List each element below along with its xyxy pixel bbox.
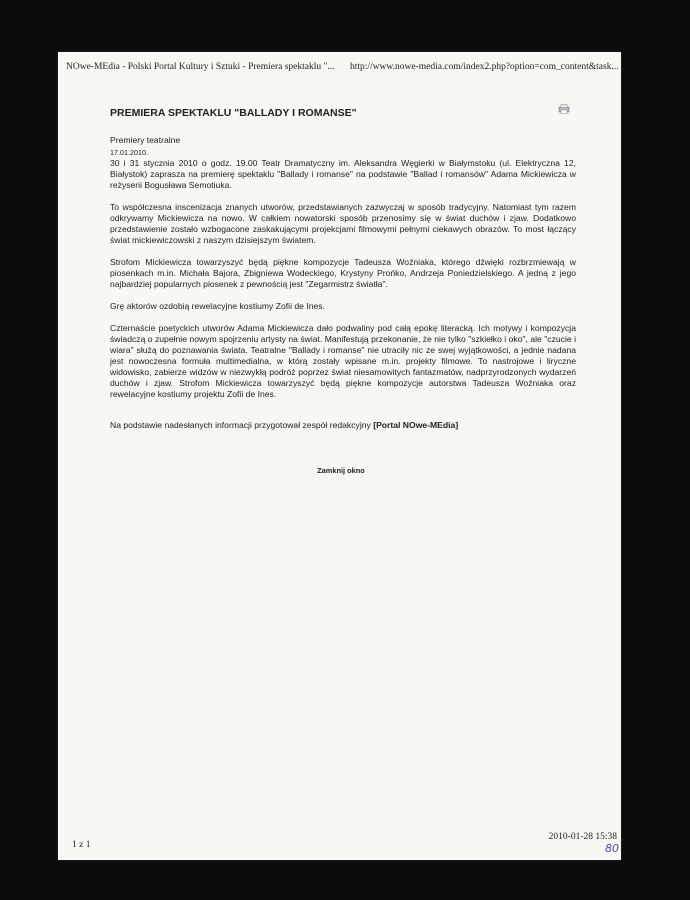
signature-source: [Portal NOwe-MEdia] [373,420,459,430]
article-date: 17.01.2010. [110,148,148,157]
article-paragraph: Grę aktorów ozdobią rewelacyjne kostiumy Zofii de Ines. [110,301,325,311]
close-window-link[interactable]: Zamknij okno [317,466,365,475]
header-title: NOwe-MEdia - Polski Portal Kultury i Sztuki - Premiera spektaklu "... [66,62,335,72]
article-title: PREMIERA SPEKTAKLU "BALLADY I ROMANSE" [110,107,357,119]
article-paragraph: Czternaście poetyckich utworów Adama Mickiewicza dało podwaliny pod całą epokę literacką. Ich motywy i kompozycja świadczą o zupełnie nowym spojrzeniu artysty na świat. Manifestują przekonanie, że nie tylko "szkiełko i oko", ale "czucie i wiara" służą do poznawania świata. Teatralne "Ballady i romanse" nie utraciły nic ze swej wyjątkowości, a jednie nadana jest nowoczesna formuła multimedialna, w którą zostały wpisane m.in. projekty filmowe. To nastrojowe i liryczne widowisko, zabierze widzów w niezwykłą podróż poprzez świat niesamowitych fantazmatów, nadprzyrodzonych wydarzeń duchów i zjaw. Strofom Mickiewicza towarzyszyć będą piękne kompozycje autorstwa Tadeusza Woźniaka oraz rewelacyjne kostiumy projektu Zofii de Ines. [110,323,576,399]
handwritten-number: 80 [605,842,619,855]
article-category: Premiery teatralne [110,135,181,145]
article-paragraph: To współczesna inscenizacja znanych utworów, przedstawianych zazwyczaj w sposób tradycyjny. Natomiast tym razem odkrywamy Mickiewicza na nowo. W całkiem nowatorski sposób przenosimy się w świat duchów i zjaw. Dodatkowo przedstawienie zostało wzbogacone zaskakującymi projekcjami filmowymi pełnymi ciekawych obrazów. To most łączący świat mickiewiczowski z naszym dzisiejszym światem. [110,202,576,245]
signature [110,420,576,431]
print-timestamp: 2010-01-28 15:38 [548,832,617,842]
signature-text: Na podstawie nadesłanych informacji przygotował zespół redakcyjny [110,420,374,430]
header-url: http://www.nowe-media.com/index2.php?option=com_content&task... [350,62,619,72]
article [110,108,576,476]
article-paragraph: Strofom Mickiewicza towarzyszyć będą piękne kompozycje Tadeusza Woźniaka, którego dźwięki rozbrzmiewają w piosenkach m.in. Michała Bajora, Zbigniewa Wodeckiego, Krystyny Prońko, Andrzeja Poniedzielskiego. A jedną z jego najbardziej popularnych piosenek z pewnością jest "Zegarmistrz światła". [110,257,576,289]
document-page [58,52,621,860]
article-paragraph: 30 i 31 stycznia 2010 o godz. 19.00 Teatr Dramatyczny im. Aleksandra Węgierki w Białymstoku (ul. Elektryczna 12, Białystok) zaprasza na premierę spektaklu "Ballady i romanse" na podstawie "Ballad i romansów" Adama Mickiewicza w reżyserii Bogusława Semotiuka. [110,158,576,190]
page-number: 1 z 1 [72,840,91,850]
